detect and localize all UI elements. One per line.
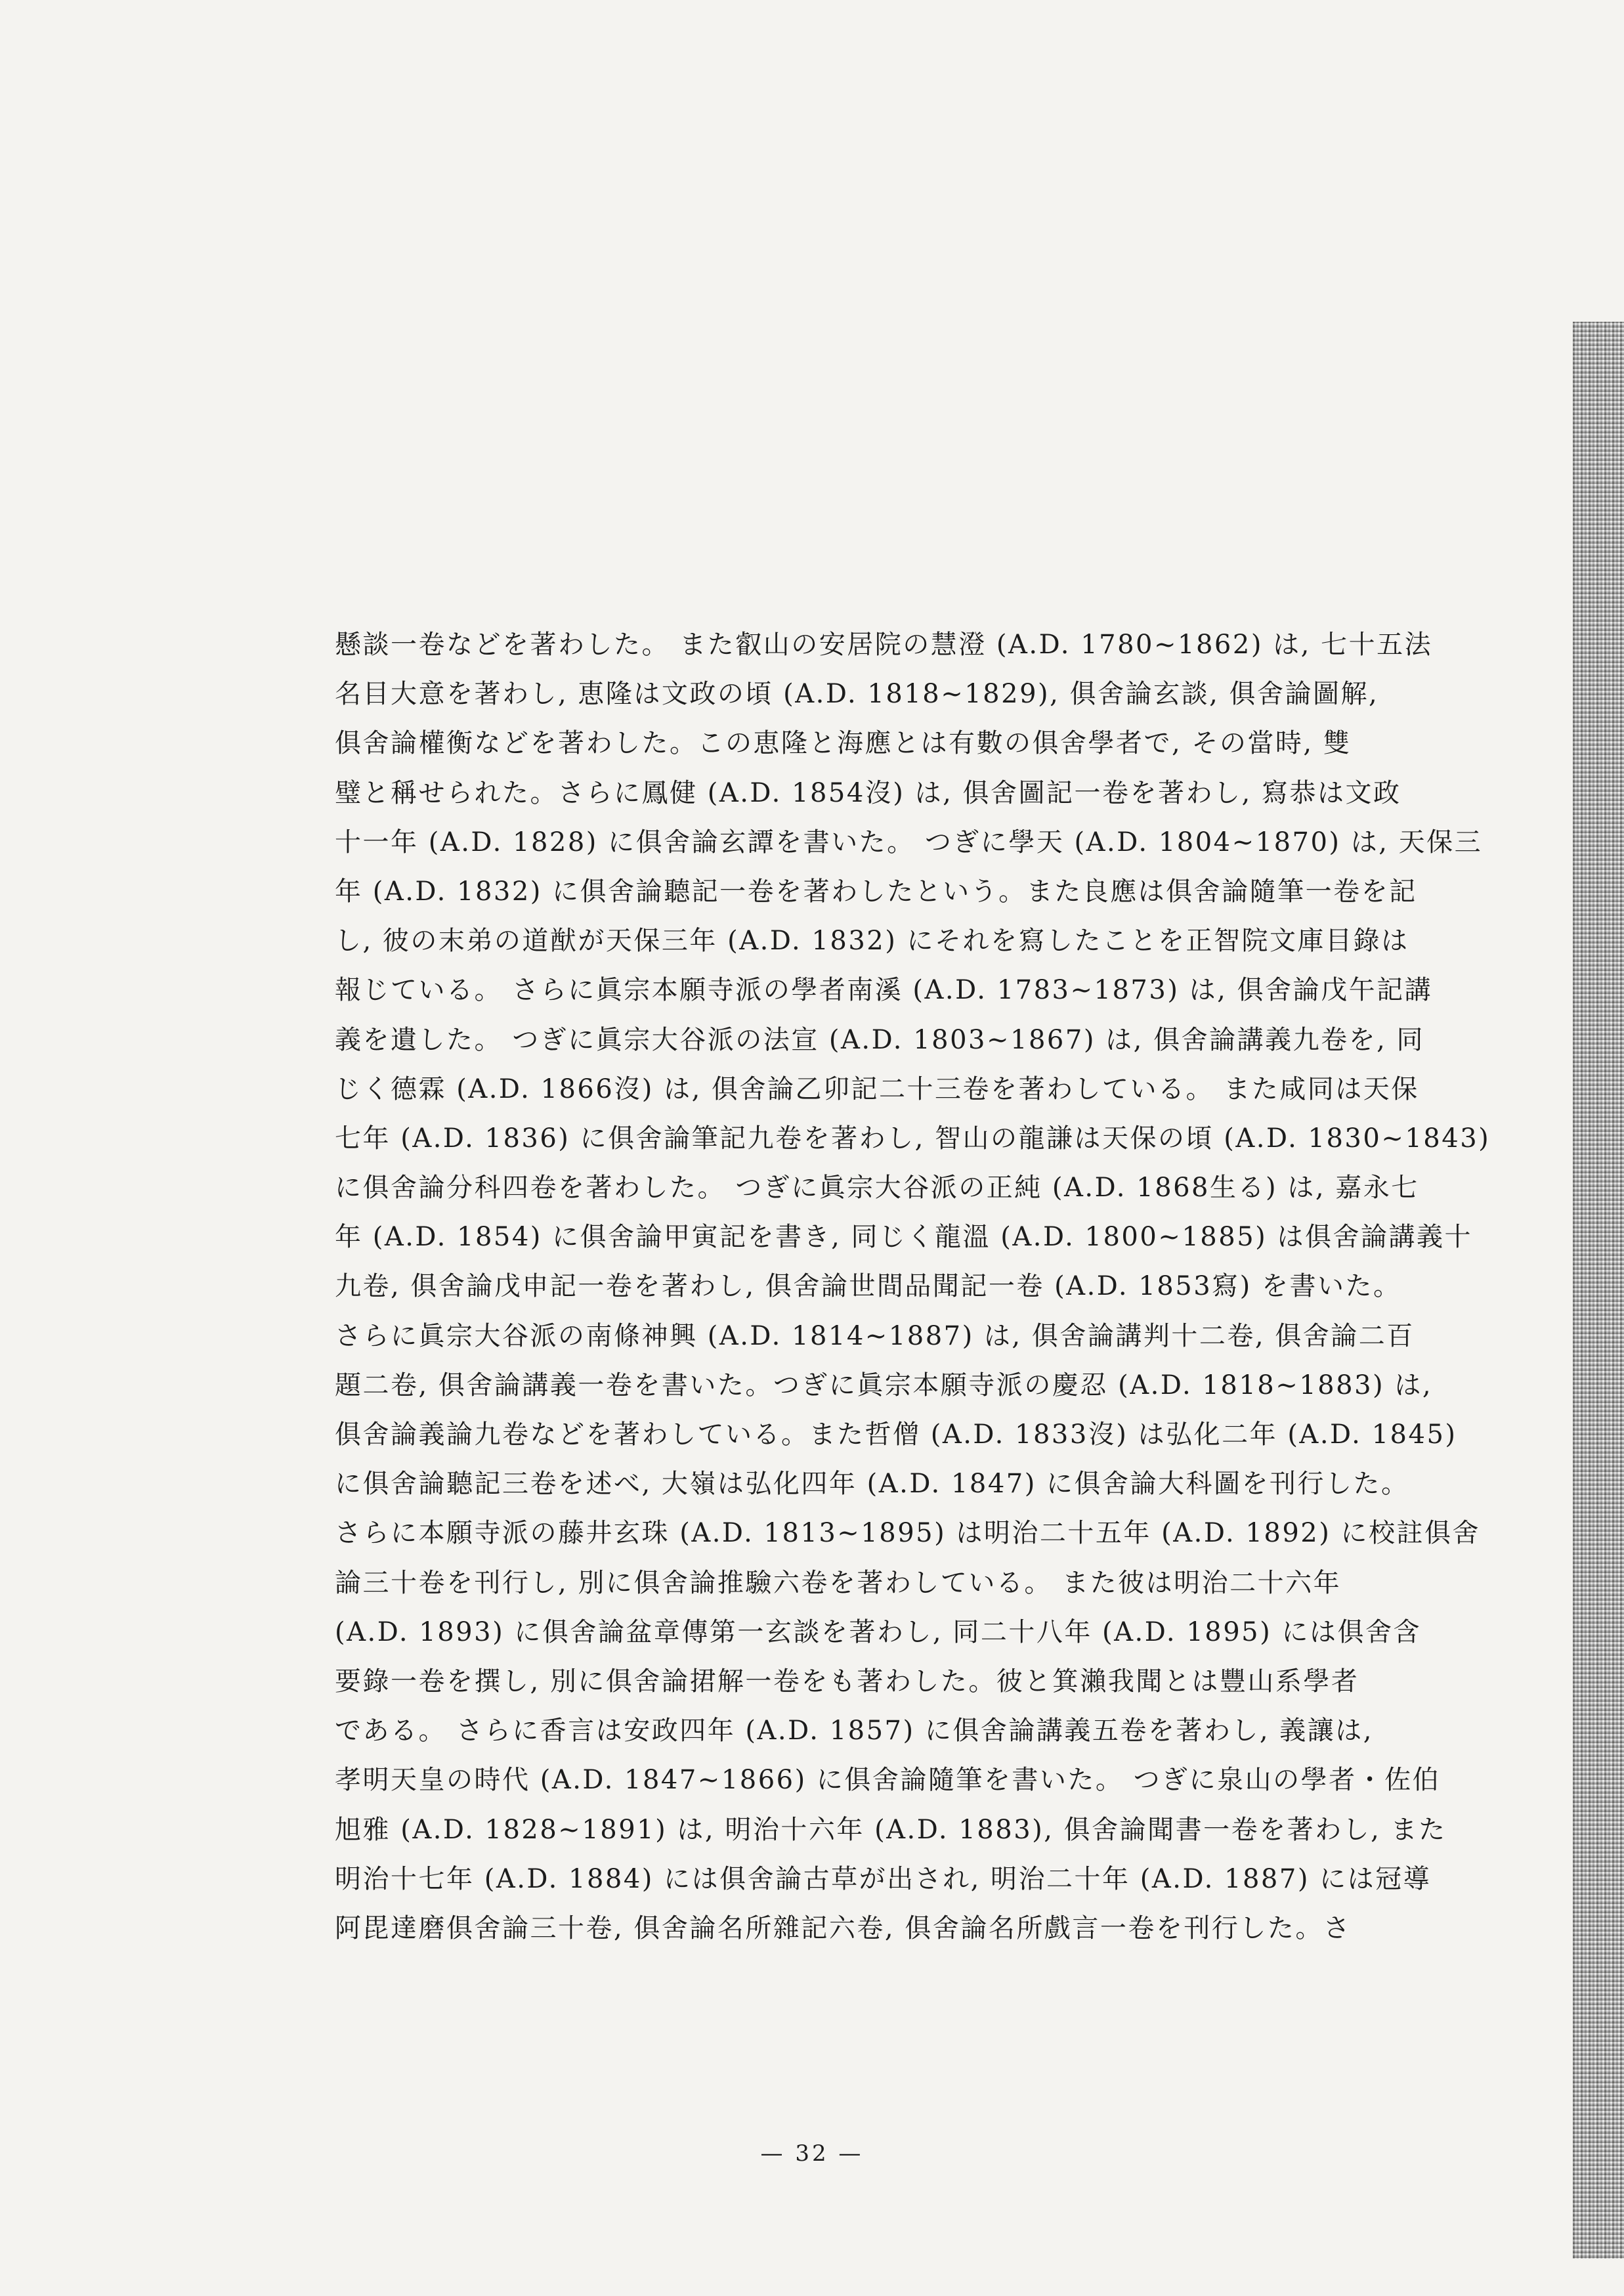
text-line: じく德霖 (A.D. 1866沒) は, 俱舍論乙卯記二十三卷を著わしている。 また咸同は天保 bbox=[335, 1073, 1419, 1104]
text-line: 報じている。 さらに眞宗本願寺派の學者南溪 (A.D. 1783~1873) は, 俱舍論戊午記講 bbox=[335, 975, 1433, 1006]
page-number: — 32 — bbox=[760, 2140, 864, 2167]
text-line: 題二卷, 俱舍論講義一卷を書いた。つぎに眞宗本願寺派の慶忍 (A.D. 1818~1883) は, bbox=[335, 1370, 1433, 1400]
body-text bbox=[335, 620, 1491, 1953]
text-line: 九卷, 俱舍論戊申記一卷を著わし, 俱舍論世間品聞記一卷 (A.D. 1853寫) を書いた。 bbox=[335, 1271, 1401, 1302]
text-line: 璧と稱せられた。さらに鳳健 (A.D. 1854沒) は, 俱舍圖記一卷を著わし, 寫恭は文政 bbox=[335, 777, 1401, 808]
text-line: 年 (A.D. 1854) に俱舍論甲寅記を書き, 同じく龍溫 (A.D. 1800~1885) は俱舍論講義十 bbox=[335, 1222, 1472, 1253]
text-line: に俱舍論分科四卷を著わした。 つぎに眞宗大谷派の正純 (A.D. 1868生る) は, 嘉永七 bbox=[335, 1173, 1419, 1203]
text-line: さらに眞宗大谷派の南條神興 (A.D. 1814~1887) は, 俱舍論講判十二卷, 俱舍論二百 bbox=[335, 1320, 1415, 1351]
text-line: 義を遺した。 つぎに眞宗大谷派の法宣 (A.D. 1803~1867) は, 俱舍論講義九卷を, 同 bbox=[335, 1024, 1424, 1055]
text-line: に俱舍論聽記三卷を述べ, 大嶺は弘化四年 (A.D. 1847) に俱舍論大科圖を刊行した。 bbox=[335, 1469, 1409, 1500]
text-line: 十一年 (A.D. 1828) に俱舍論玄譚を書いた。 つぎに學天 (A.D. 1804~1870) は, 天保三 bbox=[335, 827, 1483, 857]
text-line: 名目大意を著わし, 恵隆は文政の頃 (A.D. 1818~1829), 俱舍論玄談, 俱舍論圖解, bbox=[335, 679, 1379, 710]
text-line: 俱舍論權衡などを著わした。この恵隆と海應とは有數の俱舍學者で, その當時, 雙 bbox=[335, 728, 1352, 759]
text-line: 論三十卷を刊行し, 別に俱舍論推驗六卷を著わしている。 また彼は明治二十六年 bbox=[335, 1567, 1342, 1598]
text-line: 孝明天皇の時代 (A.D. 1847~1866) に俱舍論隨筆を書いた。 つぎに泉山の學者・佐伯 bbox=[335, 1765, 1441, 1796]
text-line: 要錄一卷を撰し, 別に俱舍論捃解一卷をも著わした。彼と箕瀨我聞とは豐山系學者 bbox=[335, 1666, 1359, 1697]
text-line: 年 (A.D. 1832) に俱舍論聽記一卷を著わしたという。また良應は俱舍論隨筆一卷を記 bbox=[335, 876, 1417, 907]
text-line: 懸談一卷などを著わした。 また叡山の安居院の慧澄 (A.D. 1780~1862) は, 七十五法 bbox=[335, 630, 1433, 660]
text-line: さらに本願寺派の藤井玄珠 (A.D. 1813~1895) は明治二十五年 (A.D. 1892) に校註俱舍 bbox=[335, 1518, 1481, 1549]
scanned-binding-edge bbox=[1573, 322, 1624, 2259]
text-line: 明治十七年 (A.D. 1884) には俱舍論古草が出され, 明治二十年 (A.D. 1887) には冠導 bbox=[335, 1863, 1432, 1894]
text-line: 旭雅 (A.D. 1828~1891) は, 明治十六年 (A.D. 1883), 俱舍論聞書一卷を著わし, また bbox=[335, 1814, 1447, 1845]
text-line: 俱舍論義論九卷などを著わしている。また哲僧 (A.D. 1833沒) は弘化二年 (A.D. 1845) bbox=[335, 1419, 1457, 1450]
text-line: 阿毘達磨俱舍論三十卷, 俱舍論名所雜記六卷, 俱舍論名所戲言一卷を刊行した。さ bbox=[335, 1913, 1352, 1943]
text-line: し, 彼の末弟の道猷が天保三年 (A.D. 1832) にそれを寫したことを正智院文庫目錄は bbox=[335, 926, 1409, 957]
text-line: 七年 (A.D. 1836) に俱舍論筆記九卷を著わし, 智山の龍謙は天保の頃 (A.D. 1830~1843) bbox=[335, 1123, 1491, 1154]
text-line: (A.D. 1893) に俱舍論盆章傳第一玄談を著わし, 同二十八年 (A.D. 1895) には俱舍含 bbox=[335, 1616, 1421, 1647]
text-line: である。 さらに香言は安政四年 (A.D. 1857) に俱舍論講義五卷を著わし, 義讓は, bbox=[335, 1716, 1373, 1746]
